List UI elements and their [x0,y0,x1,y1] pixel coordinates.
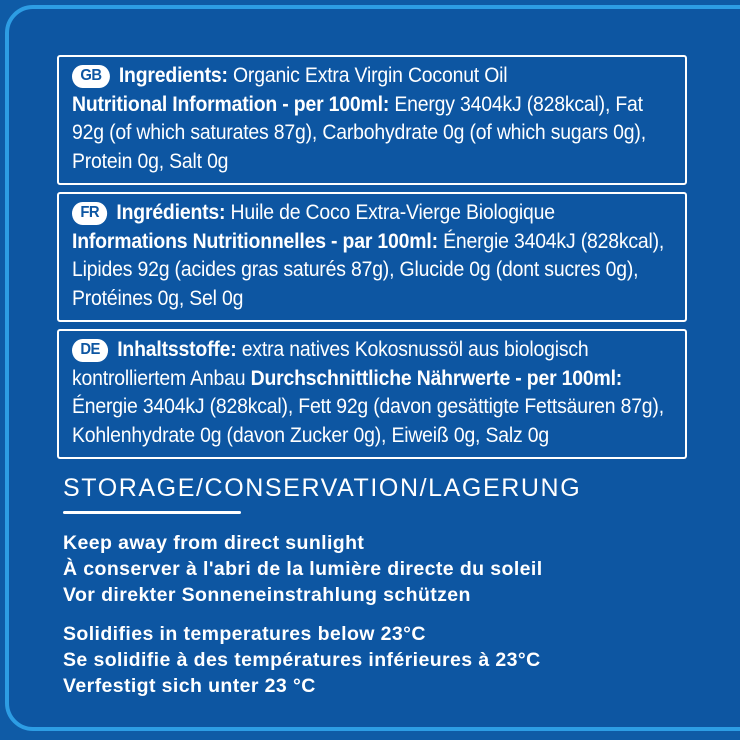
ingredients-text-fr [72,199,673,313]
bold-text-segment: Ingrédients: [111,201,231,224]
text-segment: extra natives Kokosnussöl aus biologisch kontrolliertem Anbau [72,338,589,390]
bold-text-segment: Informations Nutritionnelles - par 100ml: [72,229,444,253]
text-segment: Huile de Coco Extra-Vierge Biologique [230,201,555,224]
storage-sunlight-line-de: Vor direkter Sonneneinstrahlung schützen [63,583,471,606]
storage-heading: STORAGE/CONSERVATION/LAGERUNG [63,474,582,502]
storage-temperature-line-de: Verfestigt sich unter 23 °C [63,674,316,697]
ingredients-box-fr [57,192,687,322]
storage-temperature-line-fr: Se solidifie à des températures inférieures à 23°C [63,648,541,671]
ingredients-box-de [57,329,687,459]
language-badge-fr: FR [72,202,107,225]
ingredients-boxes [57,55,687,466]
storage-sunlight-line-en: Keep away from direct sunlight [63,531,365,554]
storage-temperature-line-en: Solidifies in temperatures below 23°C [63,622,426,645]
storage-sunlight-line-fr: À conserver à l'abri de la lumière directe du soleil [63,557,543,580]
ingredients-text-de [72,336,673,450]
storage-section [63,472,693,699]
storage-heading-underline [63,511,241,514]
bold-text-segment: Nutritional Information - per 100ml: [72,92,395,116]
language-badge-gb: GB [72,65,110,88]
text-segment: Energy 3404kJ (828kcal), Fat 92g (of which saturates 87g), Carbohydrate 0g (of which sugars 0g), Protein 0g, Salt 0g [72,92,646,173]
language-badge-de: DE [72,339,108,362]
text-segment: Organic Extra Virgin Coconut Oil [232,64,508,87]
ingredients-box-gb [57,55,687,185]
text-segment: Énergie 3404kJ (828kcal), Lipides 92g (acides gras saturés 87g), Glucide 0g (dont sucres 0g), Protéines 0g, Sel 0g [72,229,665,310]
bold-text-segment: Inhaltsstoffe: [111,338,242,361]
storage-temperature-group [63,621,693,699]
storage-sunlight-group [63,530,693,608]
text-segment: Énergie 3404kJ (828kcal), Fett 92g (davon gesättigte Fettsäuren 87g), Kohlenhydrate 0g (davon Zucker 0g), Eiweiß 0g, Salz 0g [72,395,664,447]
ingredients-text-gb [72,62,673,176]
bold-text-segment: Ingredients: [113,64,233,87]
bold-text-segment: Durchschnittliche Nährwerte - per 100ml: [250,366,623,390]
